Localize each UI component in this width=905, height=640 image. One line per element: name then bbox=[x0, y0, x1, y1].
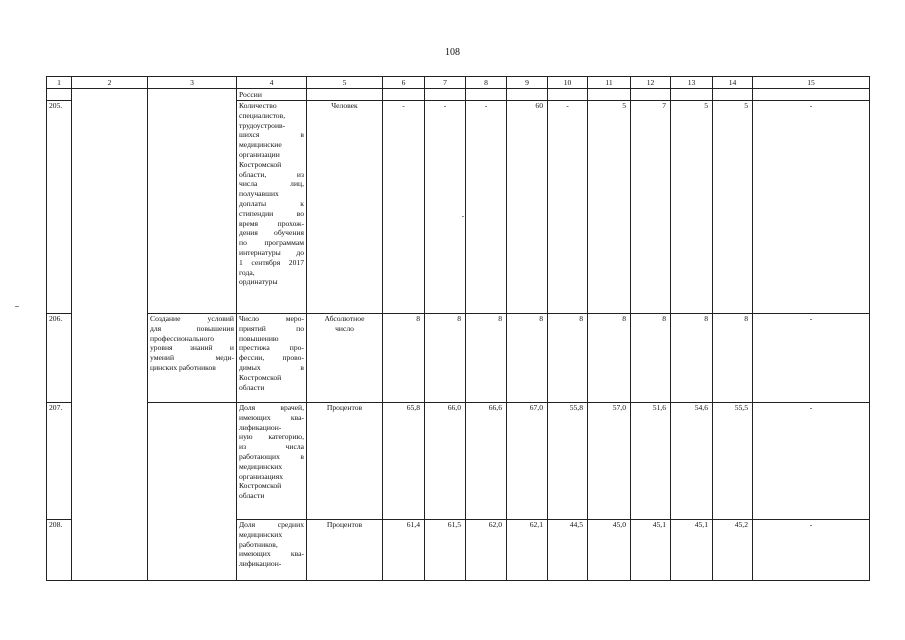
column-number-4: 4 bbox=[237, 77, 307, 89]
column-number-14: 14 bbox=[713, 77, 753, 89]
value-cell: 8 bbox=[713, 314, 753, 403]
note-cell: - bbox=[753, 520, 870, 581]
unit-cell: Человек bbox=[307, 101, 383, 314]
continuation-indicator: России bbox=[237, 89, 307, 101]
cell bbox=[631, 89, 671, 101]
value-cell: 65,8 bbox=[383, 403, 425, 520]
value-cell: 45,0 bbox=[588, 520, 631, 581]
value-cell: 5 bbox=[588, 101, 631, 314]
cell bbox=[307, 89, 383, 101]
value-cell: 60 bbox=[507, 101, 548, 314]
column-number-11: 11 bbox=[588, 77, 631, 89]
value-cell: 66,6 bbox=[466, 403, 507, 520]
row-number: 208. bbox=[47, 520, 72, 581]
column-number-5: 5 bbox=[307, 77, 383, 89]
column-number-13: 13 bbox=[671, 77, 713, 89]
margin-mark bbox=[15, 306, 19, 307]
value-cell: 57,0 bbox=[588, 403, 631, 520]
indicator-cell: Число меро- приятий по повышению престижа про- фессии, прово- димых в Костромской области bbox=[237, 314, 307, 403]
unit-cell: Процентов bbox=[307, 403, 383, 520]
value-cell: 8 bbox=[671, 314, 713, 403]
value-cell: - bbox=[383, 101, 425, 314]
cell bbox=[753, 89, 870, 101]
table-row bbox=[47, 314, 870, 403]
value-cell: 67,0 bbox=[507, 403, 548, 520]
value-cell: 5 bbox=[671, 101, 713, 314]
cell bbox=[148, 403, 237, 581]
value-cell: 8 bbox=[507, 314, 548, 403]
column-number-3: 3 bbox=[148, 77, 237, 89]
value-cell: 62,0 bbox=[466, 520, 507, 581]
cell bbox=[671, 89, 713, 101]
column-number-15: 15 bbox=[753, 77, 870, 89]
value-cell: - bbox=[548, 101, 588, 314]
value-cell: 8 bbox=[425, 314, 466, 403]
column-number-6: 6 bbox=[383, 77, 425, 89]
note-cell: - bbox=[753, 314, 870, 403]
cell bbox=[72, 89, 148, 581]
value-cell: 8 bbox=[631, 314, 671, 403]
value-cell: 5 bbox=[713, 101, 753, 314]
column-number-9: 9 bbox=[507, 77, 548, 89]
column-number-header bbox=[47, 77, 870, 89]
value-cell: 7 bbox=[631, 101, 671, 314]
unit-cell: Процентов bbox=[307, 520, 383, 581]
column-number-1: 1 bbox=[47, 77, 72, 89]
value-cell: 61,5 bbox=[425, 520, 466, 581]
cell bbox=[588, 89, 631, 101]
cell bbox=[47, 89, 72, 101]
column-number-10: 10 bbox=[548, 77, 588, 89]
cell bbox=[148, 89, 237, 314]
value-cell: 55,5 bbox=[713, 403, 753, 520]
value-cell: 8 bbox=[548, 314, 588, 403]
note-cell: - bbox=[753, 403, 870, 520]
value-cell: 45,1 bbox=[671, 520, 713, 581]
activity-cell: Создание условий для повышения профессионального уровня знаний и умений меди- цинских работников bbox=[148, 314, 237, 403]
indicator-cell: Доля средних медицинских работников, имеющих ква- лификацион- bbox=[237, 520, 307, 581]
value-cell: 51,6 bbox=[631, 403, 671, 520]
cell bbox=[466, 89, 507, 101]
value-cell: 8 bbox=[588, 314, 631, 403]
row-number: 206. bbox=[47, 314, 72, 403]
column-number-7: 7 bbox=[425, 77, 466, 89]
indicator-cell: Количество специалистов, трудоустроив- шихся в медицинские организации Костромской области, из числа лиц, получавших доплаты к стипендии во время прохож- дения обучения по программам интернатуры до 1 сентября 2017 года, ординатуры bbox=[237, 101, 307, 314]
value-cell: 44,5 bbox=[548, 520, 588, 581]
cell bbox=[713, 89, 753, 101]
cell bbox=[507, 89, 548, 101]
column-number-8: 8 bbox=[466, 77, 507, 89]
column-number-12: 12 bbox=[631, 77, 671, 89]
value-cell: 8 bbox=[383, 314, 425, 403]
note-cell: - bbox=[753, 101, 870, 314]
row-number: 207. bbox=[47, 403, 72, 520]
table-row bbox=[47, 403, 870, 520]
value-cell: - bbox=[425, 101, 466, 314]
indicators-table bbox=[46, 76, 870, 581]
value-cell: 61,4 bbox=[383, 520, 425, 581]
cell bbox=[425, 89, 466, 101]
page-number: 108 bbox=[445, 47, 460, 58]
column-number-2: 2 bbox=[72, 77, 148, 89]
value-cell: 62,1 bbox=[507, 520, 548, 581]
cell bbox=[548, 89, 588, 101]
continuation-row bbox=[47, 89, 870, 101]
cell bbox=[383, 89, 425, 101]
value-cell: 45,2 bbox=[713, 520, 753, 581]
unit-cell: Абсолютное число bbox=[307, 314, 383, 403]
value-cell: 45,1 bbox=[631, 520, 671, 581]
value-cell: 8 bbox=[466, 314, 507, 403]
value-cell: 66,0 bbox=[425, 403, 466, 520]
value-cell: - bbox=[466, 101, 507, 314]
value-cell: 54,6 bbox=[671, 403, 713, 520]
row-number: 205. bbox=[47, 101, 72, 314]
indicator-cell: Доля врачей, имеющих ква- лификацион- ную категорию, из числа работающих в медицинских организациях Костромской области bbox=[237, 403, 307, 520]
value-cell: 55,8 bbox=[548, 403, 588, 520]
